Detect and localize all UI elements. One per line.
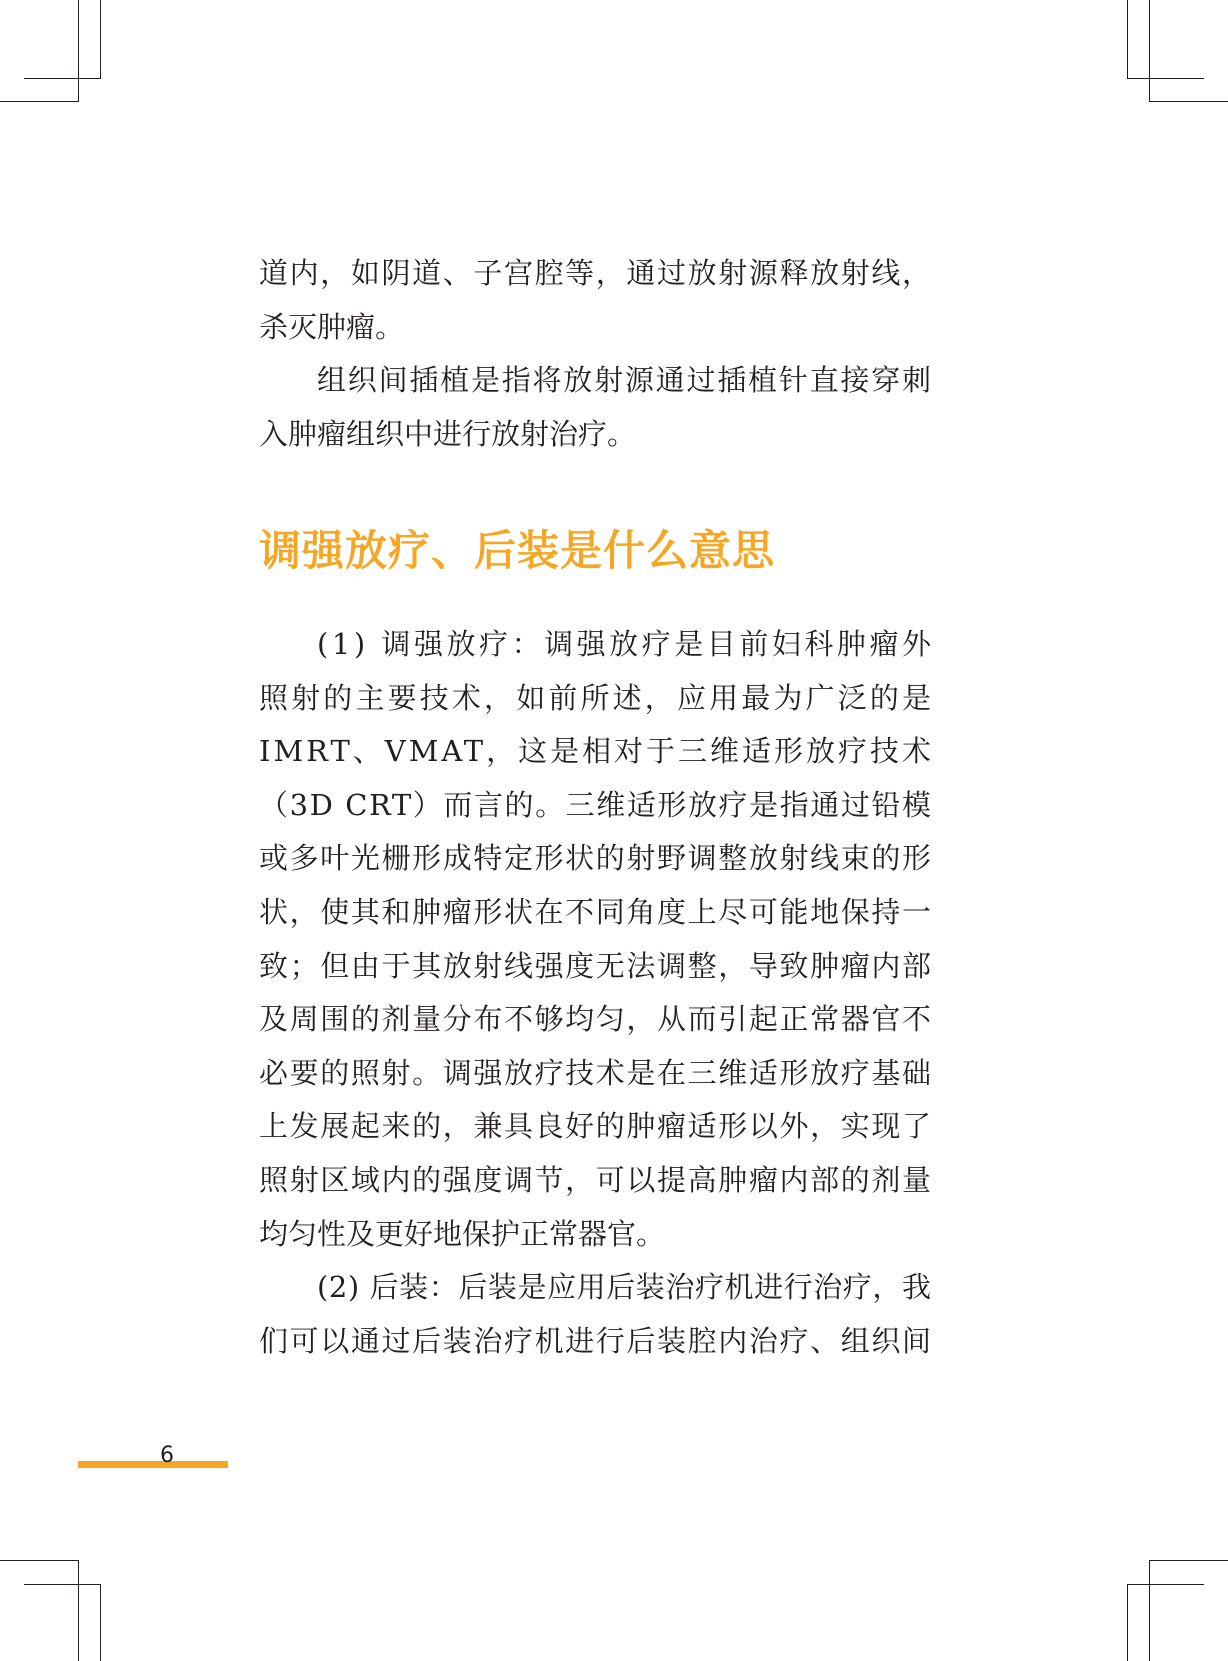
- intro-paragraph-2: [259, 354, 931, 461]
- text-line: 及周围的剂量分布不够均匀，从而引起正常器官不: [259, 1002, 933, 1037]
- text-line: 或多叶光栅形成特定形状的射野调整放射线束的形: [259, 841, 933, 876]
- section-heading: 调强放疗、后装是什么意思: [259, 526, 776, 575]
- text-line: 组织间插植是指将放射源通过插植针直接穿刺: [317, 363, 933, 398]
- intro-paragraph-1: [259, 247, 931, 354]
- text-line: 照射的主要技术，如前所述，应用最为广泛的是: [259, 680, 935, 715]
- text-line: 们可以通过后装治疗机进行后装腔内治疗、组织间: [259, 1323, 933, 1358]
- text-line: 杀灭肿瘤。: [259, 309, 405, 344]
- text-line: 上发展起来的，兼具良好的肿瘤适形以外，实现了: [259, 1109, 933, 1144]
- page-number: 6: [160, 1443, 174, 1468]
- section-body: [259, 618, 935, 1368]
- text-line: 均匀性及更好地保护正常器官。: [259, 1216, 666, 1251]
- text-line: 道内，如阴道、子宫腔等，通过放射源释放射线，: [259, 256, 933, 290]
- text-line: 必要的照射。调强放疗技术是在三维适形放疗基础: [259, 1055, 933, 1090]
- afterloading-paragraph: [259, 1261, 931, 1368]
- text-line: (1) 调强放疗：调强放疗是目前妇科肿瘤外: [317, 627, 935, 661]
- text-line: 状，使其和肿瘤形状在不同角度上尽可能地保持一: [259, 894, 933, 929]
- text-line: 致；但由于其放射线强度无法调整，导致肿瘤内部: [259, 948, 933, 983]
- imrt-paragraph: [259, 618, 935, 1261]
- text-line: IMRT、VMAT，这是相对于三维适形放疗技术: [259, 734, 934, 769]
- page-number-bar: [78, 1461, 228, 1468]
- text-line: (2) 后装：后装是应用后装治疗机进行治疗，我: [317, 1270, 932, 1305]
- text-line: 入肿瘤组织中进行放射治疗。: [259, 416, 637, 451]
- intro-text: [259, 247, 931, 461]
- text-line: （3D CRT）而言的。三维适形放疗是指通过铅模: [259, 787, 933, 822]
- text-line: 照射区域内的强度调节，可以提高肿瘤内部的剂量: [259, 1162, 933, 1197]
